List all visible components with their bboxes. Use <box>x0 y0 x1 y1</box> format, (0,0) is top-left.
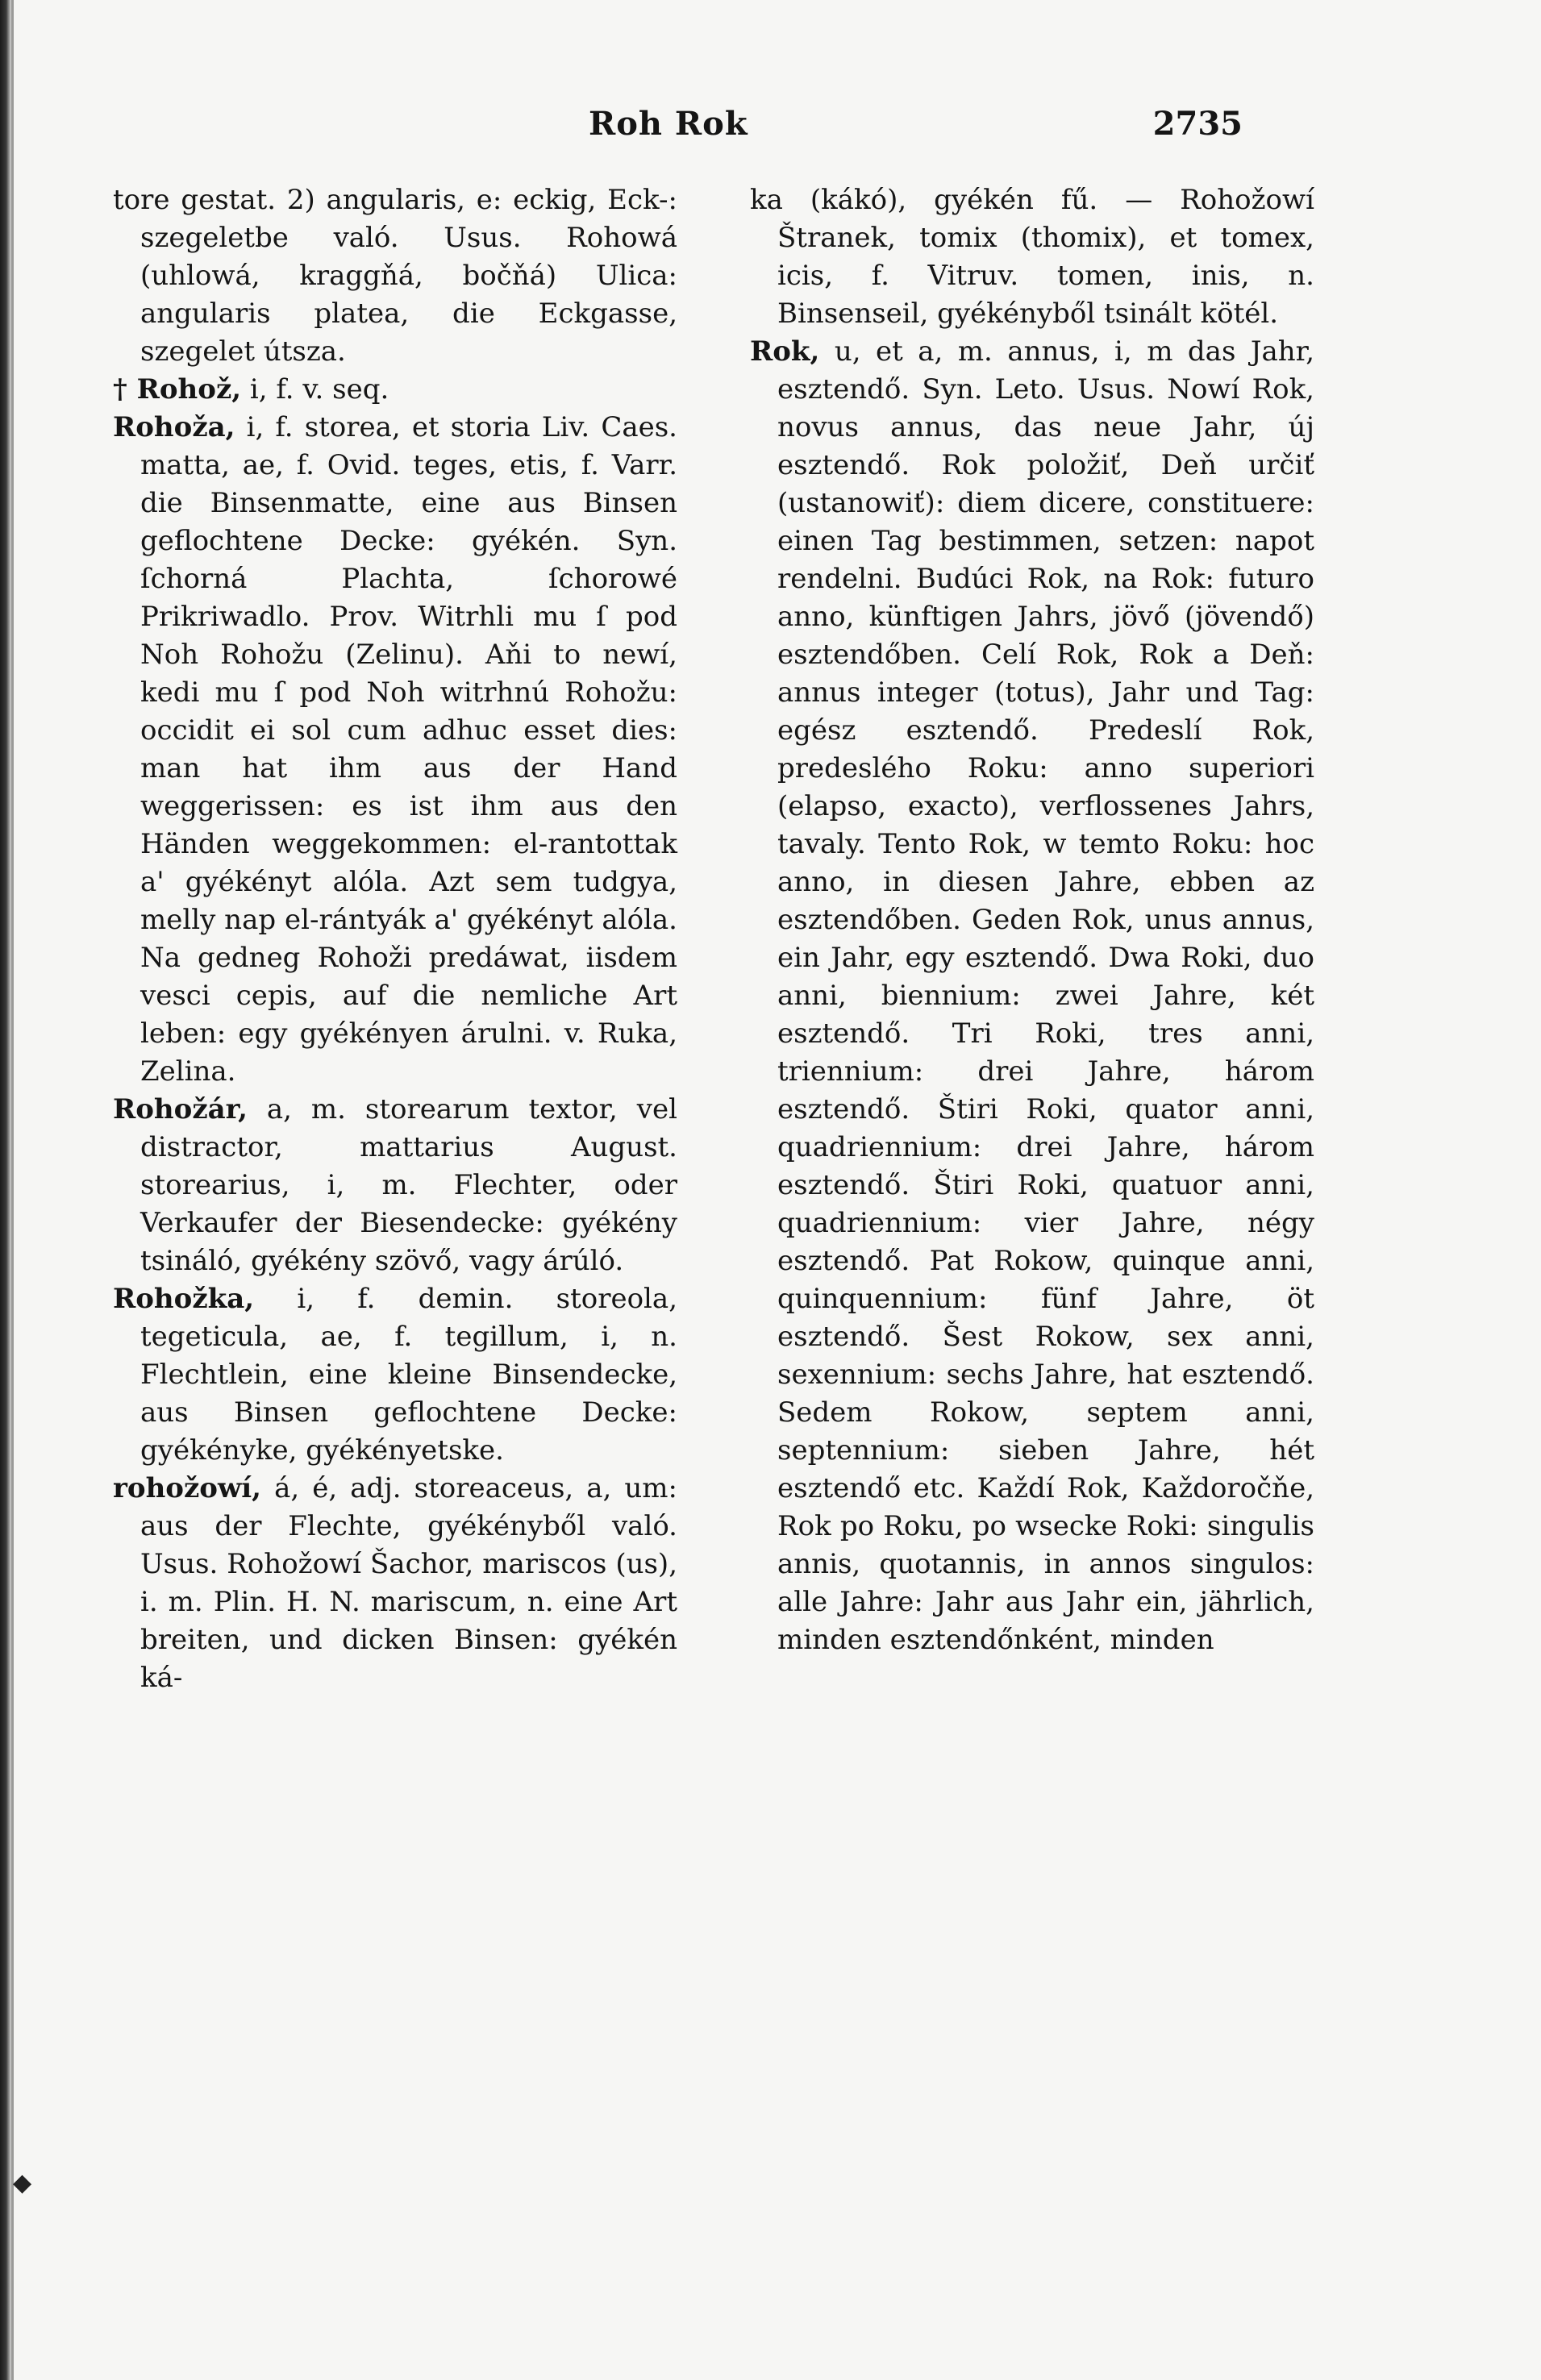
entry-text: tore gestat. 2) angularis, e: eckig, Eck-: szegeletbe való. Usus. Rohowá (uhlowá, kraggňá, bočňá) Ulica: angularis platea, die Eckgasse, szegelet útsza. <box>113 184 677 368</box>
margin-arrow-icon: ◆ <box>13 2169 32 2197</box>
left-column <box>113 181 677 1697</box>
entry-rohozowi <box>113 1470 677 1697</box>
entry-lemma: † Rohož, <box>113 373 242 406</box>
entry-lemma: Rohožár, <box>113 1093 248 1126</box>
entry-rohozar <box>113 1091 677 1280</box>
entry-lemma: Rok, <box>750 335 820 368</box>
right-column <box>750 181 1314 1659</box>
entry-lemma: Rohoža, <box>113 411 235 443</box>
entry-continuation <box>113 181 677 371</box>
scan-border-line <box>11 0 14 2380</box>
entry-continuation <box>750 181 1314 333</box>
running-title: Roh Rok <box>589 105 748 143</box>
entry-text: i, f. demin. storeola, tegeticula, ae, f. tegillum, i, n. Flechtlein, eine kleine Binsendecke, aus Binsen geflochtene Decke: gyékényke, gyékényetske. <box>140 1283 677 1467</box>
entry-lemma: rohožowí, <box>113 1472 261 1504</box>
page-number: 2735 <box>1152 105 1243 143</box>
entry-rohozka <box>113 1280 677 1470</box>
entry-rohoza <box>113 409 677 1091</box>
entry-text: i, f. v. seq. <box>249 373 389 406</box>
entry-text: ka (kákó), gyékén fű. — Rohožowí Štranek, tomix (thomix), et tomex, icis, f. Vitruv. tomen, inis, n. Binsenseil, gyékényből tsinált kötél. <box>750 184 1314 330</box>
running-head <box>0 105 1541 153</box>
entry-text: i, f. storea, et storia Liv. Caes. matta, ae, f. Ovid. teges, etis, f. Varr. die Binsenmatte, eine aus Binsen geflochtene Decke: gyékén. Syn. ſchorná Plachta, ſchorowé Prikriwadlo. Prov. Witrhli mu ſ pod Noh Rohožu (Zelinu). Aňi to newí, kedi mu ſ pod Noh witrhnú Rohožu: occidit ei sol cum adhuc esset dies: man hat ihm aus der Hand weggerissen: es ist ihm aus den Händen weggekommen: el-rantottak a' gyékényt alóla. Azt sem tudgya, melly nap el-rántyák a' gyékényt alóla. Na gedneg Rohoži predáwat, iisdem vesci cepis, auf die nemliche Art leben: egy gyékényen árulni. v. Ruka, Zelina. <box>140 411 677 1088</box>
entry-text: a, m. storearum textor, vel distractor, mattarius August. storearius, i, m. Flechter, oder Verkaufer der Biesendecke: gyékény tsináló, gyékény szövő, vagy árúló. <box>140 1093 677 1277</box>
entry-text: u, et a, m. annus, i, m das Jahr, esztendő. Syn. Leto. Usus. Nowí Rok, novus annus, das neue Jahr, új esztendő. Rok položiť, Deň určiť (ustanowiť): diem dicere, constituere: einen Tag bestimmen, setzen: napot rendelni. Budúci Rok, na Rok: futuro anno, künftigen Jahrs, jövő (jövendő) esztendőben. Celí Rok, Rok a Deň: annus integer (totus), Jahr und Tag: egész esztendő. Predeslí Rok, predeslého Roku: anno superiori (elapso, exacto), verflossenes Jahrs, tavaly. Tento Rok, w temto Roku: hoc anno, in diesen Jahre, ebben az esztendőben. Geden Rok, unus annus, ein Jahr, egy esztendő. Dwa Roki, duo anni, biennium: zwei Jahre, két esztendő. Tri Roki, tres anni, triennium: drei Jahre, három esztendő. Štiri Roki, quator anni, quadriennium: drei Jahre, három esztendő. Štiri Roki, quatuor anni, quadriennium: vier Jahre, négy esztendő. Pat Rokow, quinque anni, quinquennium: fünf Jahre, öt esztendő. Šest Rokow, sex anni, sexennium: sechs Jahre, hat esztendő. Sedem Rokow, septem anni, septennium: sieben Jahre, hét esztendő etc. Každí Rok, Každoročňe, Rok po Roku, po wsecke Roki: singulis annis, quotannis, in annos singulos: alle Jahre: Jahr aus Jahr ein, jährlich, minden esztendőnként, minden <box>777 335 1314 1656</box>
scan-border <box>0 0 11 2380</box>
entry-rok <box>750 333 1314 1659</box>
entry-rohoz <box>113 371 677 409</box>
entry-text: á, é, adj. storeaceus, a, um: aus der Flechte, gyékényből való. Usus. Rohožowí Šachor, mariscos (us), i. m. Plin. H. N. mariscum, n. eine Art breiten, und dicken Binsen: gyékén ká- <box>140 1472 677 1694</box>
entry-lemma: Rohožka, <box>113 1283 255 1315</box>
